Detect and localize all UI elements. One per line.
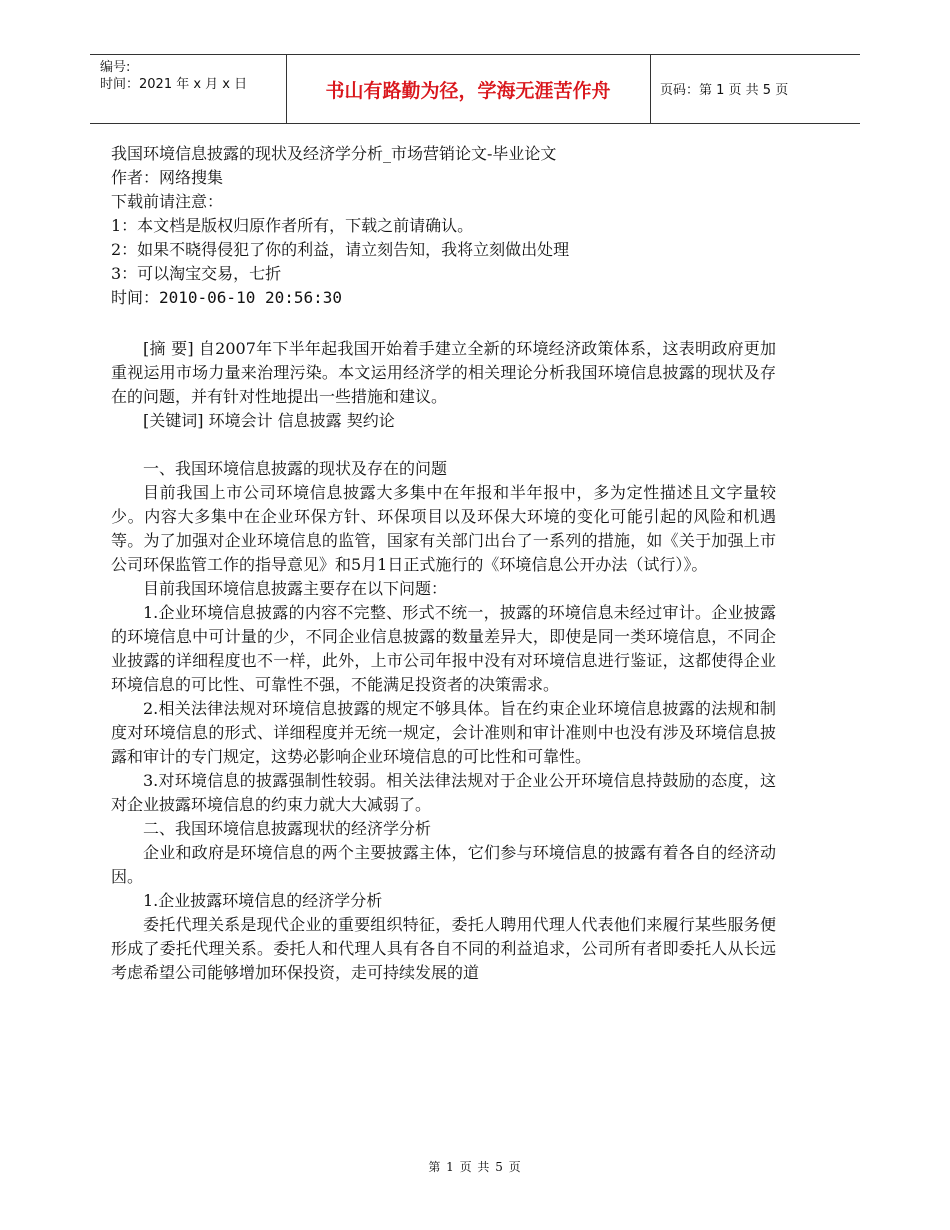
paragraph: 3.对环境信息的披露强制性较弱。相关法律法规对于企业公开环境信息持鼓励的态度，这对企业披露环境信息的约束力就大大减弱了。 — [111, 771, 776, 814]
paragraph: 2.相关法律法规对环境信息披露的规定不够具体。旨在约束企业环境信息披露的法规和制度对环境信息的形式、详细程度并无统一规定，会计准则和审计准则中也没有涉及环境信息披露和审计的专门规定，这势必影响企业环境信息的可比性和可靠性。 — [111, 699, 776, 766]
notice-item: 3：可以淘宝交易，七折 — [111, 264, 282, 283]
author-line: 作者：网络搜集 — [111, 168, 224, 187]
number-label: 编号: — [100, 60, 131, 75]
notice-item: 2：如果不晓得侵犯了你的利益，请立刻告知，我将立刻做出处理 — [111, 240, 570, 259]
notice-title: 下载前请注意： — [111, 192, 224, 211]
section-heading: 一、我国环境信息披露的现状及存在的问题 — [143, 459, 448, 478]
doc-title: 我国环境信息披露的现状及经济学分析_市场营销论文-毕业论文 — [111, 144, 557, 163]
abstract: [摘 要] 自2007年下半年起我国开始着手建立全新的环境经济政策体系，这表明政府更加重视运用市场力量来治理污染。本文运用经济学的相关理论分析我国环境信息披露的现状及存在的问题，并有针对性地提出一些措施和建议。 — [111, 339, 776, 406]
paragraph: 目前我国上市公司环境信息披露大多集中在年报和半年报中，多为定性描述且文字量较少。内容大多集中在企业环保方针、环保项目以及环保大环境的变化可能引起的风险和机遇等。为了加强对企业环境信息的监管，国家有关部门出台了一系列的措施，如《关于加强上市公司环保监管工作的指导意见》和5月1日正式施行的《环境信息公开办法（试行）》。 — [111, 483, 776, 574]
header-page-info: 页码：第 1 页 共 5 页 — [660, 83, 789, 98]
subsection-heading: 1.企业披露环境信息的经济学分析 — [143, 891, 383, 910]
header-divider — [650, 55, 651, 123]
time-label: 时间：2021 年 x 月 x 日 — [100, 77, 248, 92]
page-header — [90, 54, 860, 124]
header-motto: 书山有路勤为径，学海无涯苦作舟 — [325, 79, 611, 102]
keywords: [关键词] 环境会计 信息披露 契约论 — [143, 411, 395, 430]
time-line: 时间：2010-06-10 20:56:30 — [111, 288, 343, 307]
document-body — [111, 142, 776, 985]
header-left — [100, 59, 247, 93]
page-footer: 第 1 页 共 5 页 — [428, 1160, 522, 1174]
paragraph: 1.企业环境信息披露的内容不完整、形式不统一，披露的环境信息未经过审计。企业披露的环境信息中可计量的少，不同企业信息披露的数量差异大，即使是同一类环境信息，不同企业披露的详细程度也不一样，此外，上市公司年报中没有对环境信息进行鉴证，这都使得企业环境信息的可比性、可靠性不强，不能满足投资者的决策需求。 — [111, 603, 776, 694]
notice-item: 1：本文档是版权归原作者所有，下载之前请确认。 — [111, 216, 474, 235]
paragraph: 委托代理关系是现代企业的重要组织特征，委托人聘用代理人代表他们来履行某些服务便形成了委托代理关系。委托人和代理人具有各自不同的利益追求，公司所有者即委托人从长远考虑希望公司能够增加环保投资，走可持续发展的道 — [111, 915, 776, 982]
section-heading: 二、我国环境信息披露现状的经济学分析 — [143, 819, 432, 838]
paragraph: 目前我国环境信息披露主要存在以下问题： — [143, 579, 448, 598]
paragraph: 企业和政府是环境信息的两个主要披露主体，它们参与环境信息的披露有着各自的经济动因。 — [111, 843, 776, 886]
